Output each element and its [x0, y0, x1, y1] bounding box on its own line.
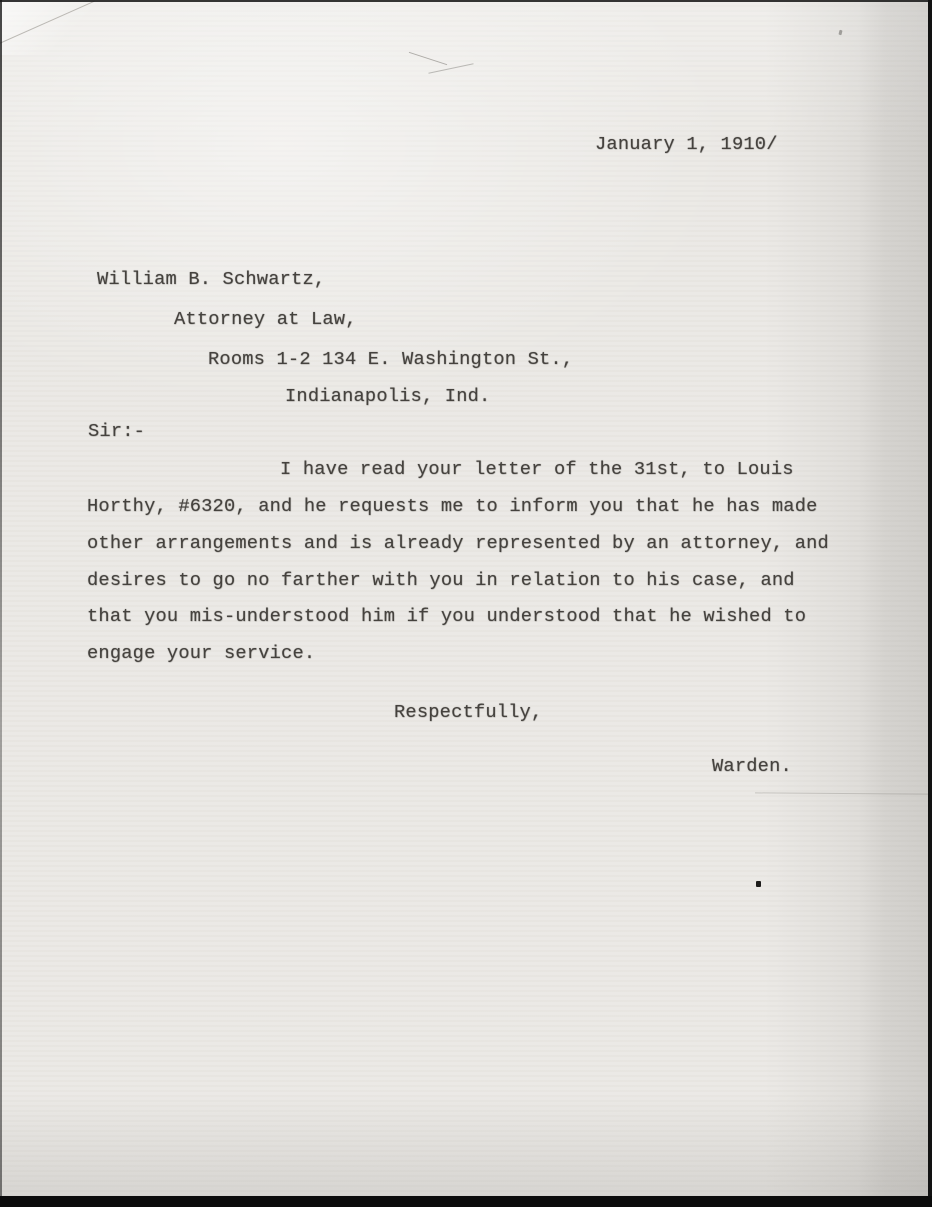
paper-fold-top-left	[0, 0, 95, 55]
body-line: engage your service.	[87, 642, 316, 664]
closing: Respectfully,	[394, 701, 543, 723]
recipient-name: William B. Schwartz,	[97, 268, 326, 290]
scan-edge-bottom	[0, 1196, 932, 1207]
body-line: desires to go no farther with you in relation to his case, and	[87, 569, 795, 591]
signature: Warden.	[712, 755, 792, 777]
date-line: January 1, 1910/	[595, 133, 778, 155]
scan-edge-left	[0, 0, 2, 1207]
paper-crease-top-center	[428, 63, 473, 74]
body-line: Horthy, #6320, and he requests me to inform you that he has made	[87, 495, 818, 517]
recipient-title: Attorney at Law,	[174, 308, 357, 330]
scan-shadow-right	[858, 0, 928, 1207]
recipient-address-city: Indianapolis, Ind.	[285, 385, 491, 407]
scan-edge-right	[928, 0, 932, 1207]
scan-edge-top	[0, 0, 932, 2]
paper-crease-top-center	[409, 52, 447, 65]
ink-speck	[756, 881, 761, 887]
recipient-address-street: Rooms 1-2 134 E. Washington St.,	[208, 348, 574, 370]
body-line: I have read your letter of the 31st, to Louis	[280, 458, 794, 480]
body-line: other arrangements and is already represented by an attorney, and	[87, 532, 829, 554]
salutation: Sir:-	[88, 420, 146, 442]
scan-shadow-bottom	[0, 1095, 932, 1196]
body-line: that you mis-understood him if you understood that he wished to	[87, 605, 807, 627]
paper-speck	[838, 30, 842, 36]
